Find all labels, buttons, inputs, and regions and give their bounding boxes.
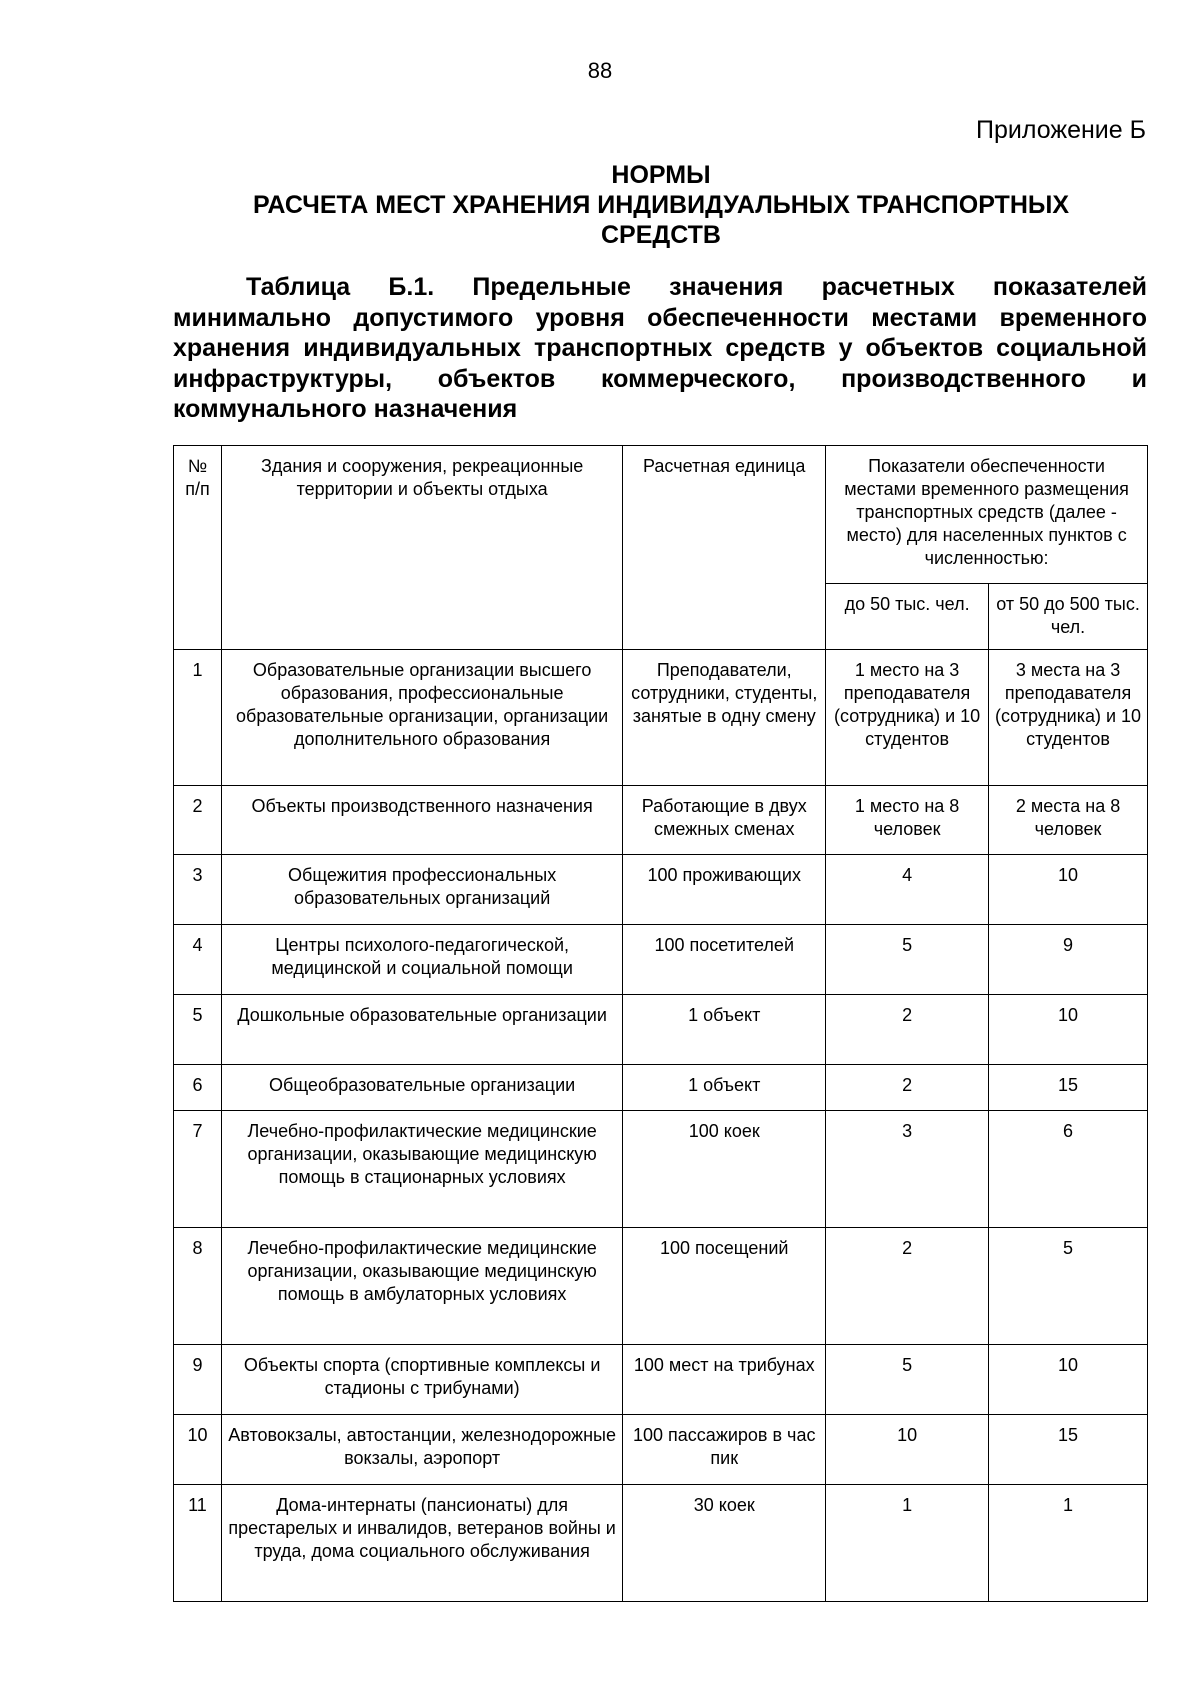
row-num: 3 — [174, 855, 222, 925]
row-unit: 100 проживающих — [623, 855, 826, 925]
row-small-value: 3 — [826, 1111, 989, 1228]
row-small-value: 2 — [826, 1228, 989, 1345]
row-large-value: 5 — [989, 1228, 1148, 1345]
table-row — [174, 1228, 1148, 1345]
row-large-value: 1 — [989, 1485, 1148, 1602]
row-small-value: 1 место на 8 человек — [826, 786, 989, 855]
row-num: 6 — [174, 1065, 222, 1111]
page-number: 88 — [587, 58, 613, 83]
table-row — [174, 650, 1148, 786]
row-name: Центры психолого-педагогической, медицинской и социальной помощи — [221, 925, 622, 995]
row-num: 7 — [174, 1111, 222, 1228]
row-num: 1 — [174, 650, 222, 786]
row-small-value: 5 — [826, 925, 989, 995]
title-line-3: СРЕДСТВ — [601, 221, 721, 249]
table-row — [174, 1415, 1148, 1485]
row-num: 9 — [174, 1345, 222, 1415]
row-large-value: 10 — [989, 855, 1148, 925]
header-num: № п/п — [174, 446, 222, 650]
table-header-row — [174, 446, 1148, 584]
header-name: Здания и сооружения, рекреационные территории и объекты отдыха — [221, 446, 622, 650]
row-name: Дошкольные образовательные организации — [221, 995, 622, 1065]
row-small-value: 1 — [826, 1485, 989, 1602]
row-name: Объекты производственного назначения — [221, 786, 622, 855]
table-caption: Таблица Б.1. Предельные значения расчетных показателей минимально допустимого уровня обеспеченности местами временного хранения индивидуальных транспортных средств у объектов социальной инфраструктуры, объектов коммерческого, производственного и коммунального назначения — [173, 273, 1147, 423]
row-name: Объекты спорта (спортивные комплексы и стадионы с трибунами) — [221, 1345, 622, 1415]
row-num: 2 — [174, 786, 222, 855]
row-num: 8 — [174, 1228, 222, 1345]
row-large-value: 15 — [989, 1065, 1148, 1111]
row-unit: 100 посетителей — [623, 925, 826, 995]
row-name: Дома-интернаты (пансионаты) для престарелых и инвалидов, ветеранов войны и труда, дома социального обслуживания — [221, 1485, 622, 1602]
table-row — [174, 925, 1148, 995]
row-num: 10 — [174, 1415, 222, 1485]
row-small-value: 4 — [826, 855, 989, 925]
appendix-label: Приложение Б — [976, 116, 1146, 144]
table-row — [174, 786, 1148, 855]
header-indicators: Показатели обеспеченности местами временного размещения транспортных средств (далее - место) для населенных пунктов с численностью: — [826, 446, 1148, 584]
row-unit: 100 пассажиров в час пик — [623, 1415, 826, 1485]
row-unit: 1 объект — [623, 1065, 826, 1111]
row-unit: Преподаватели, сотрудники, студенты, занятые в одну смену — [623, 650, 826, 786]
row-small-value: 2 — [826, 995, 989, 1065]
norms-table — [173, 445, 1148, 1602]
row-large-value: 15 — [989, 1415, 1148, 1485]
table-row — [174, 1111, 1148, 1228]
title-line-2: РАСЧЕТА МЕСТ ХРАНЕНИЯ ИНДИВИДУАЛЬНЫХ ТРАНСПОРТНЫХ — [252, 191, 1070, 219]
row-num: 4 — [174, 925, 222, 995]
row-large-value: 6 — [989, 1111, 1148, 1228]
row-unit: 1 объект — [623, 995, 826, 1065]
row-small-value: 2 — [826, 1065, 989, 1111]
row-unit: 30 коек — [623, 1485, 826, 1602]
row-name: Общежития профессиональных образовательных организаций — [221, 855, 622, 925]
row-name: Образовательные организации высшего образования, профессиональные образовательные организации, организации дополнительного образования — [221, 650, 622, 786]
title-line-1: НОРМЫ — [611, 161, 711, 189]
row-unit: 100 мест на трибунах — [623, 1345, 826, 1415]
table-row — [174, 1485, 1148, 1602]
table-row — [174, 855, 1148, 925]
row-name: Общеобразовательные организации — [221, 1065, 622, 1111]
row-num: 5 — [174, 995, 222, 1065]
row-large-value: 3 места на 3 преподавателя (сотрудника) и 10 студентов — [989, 650, 1148, 786]
row-unit: Работающие в двух смежных сменах — [623, 786, 826, 855]
document-title — [172, 160, 1150, 250]
row-small-value: 1 место на 3 преподавателя (сотрудника) и 10 студентов — [826, 650, 989, 786]
table-row — [174, 1345, 1148, 1415]
header-small-settlements: до 50 тыс. чел. — [826, 583, 989, 649]
row-small-value: 10 — [826, 1415, 989, 1485]
row-large-value: 10 — [989, 1345, 1148, 1415]
row-small-value: 5 — [826, 1345, 989, 1415]
row-unit: 100 коек — [623, 1111, 826, 1228]
header-large-settlements: от 50 до 500 тыс. чел. — [989, 583, 1148, 649]
header-unit: Расчетная единица — [623, 446, 826, 650]
row-name: Автовокзалы, автостанции, железнодорожные вокзалы, аэропорт — [221, 1415, 622, 1485]
table-body — [174, 650, 1148, 1602]
table-row — [174, 1065, 1148, 1111]
row-num: 11 — [174, 1485, 222, 1602]
row-name: Лечебно-профилактические медицинские организации, оказывающие медицинскую помощь в стационарных условиях — [221, 1111, 622, 1228]
row-unit: 100 посещений — [623, 1228, 826, 1345]
table-row — [174, 995, 1148, 1065]
row-large-value: 2 места на 8 человек — [989, 786, 1148, 855]
row-name: Лечебно-профилактические медицинские организации, оказывающие медицинскую помощь в амбулаторных условиях — [221, 1228, 622, 1345]
row-large-value: 9 — [989, 925, 1148, 995]
row-large-value: 10 — [989, 995, 1148, 1065]
